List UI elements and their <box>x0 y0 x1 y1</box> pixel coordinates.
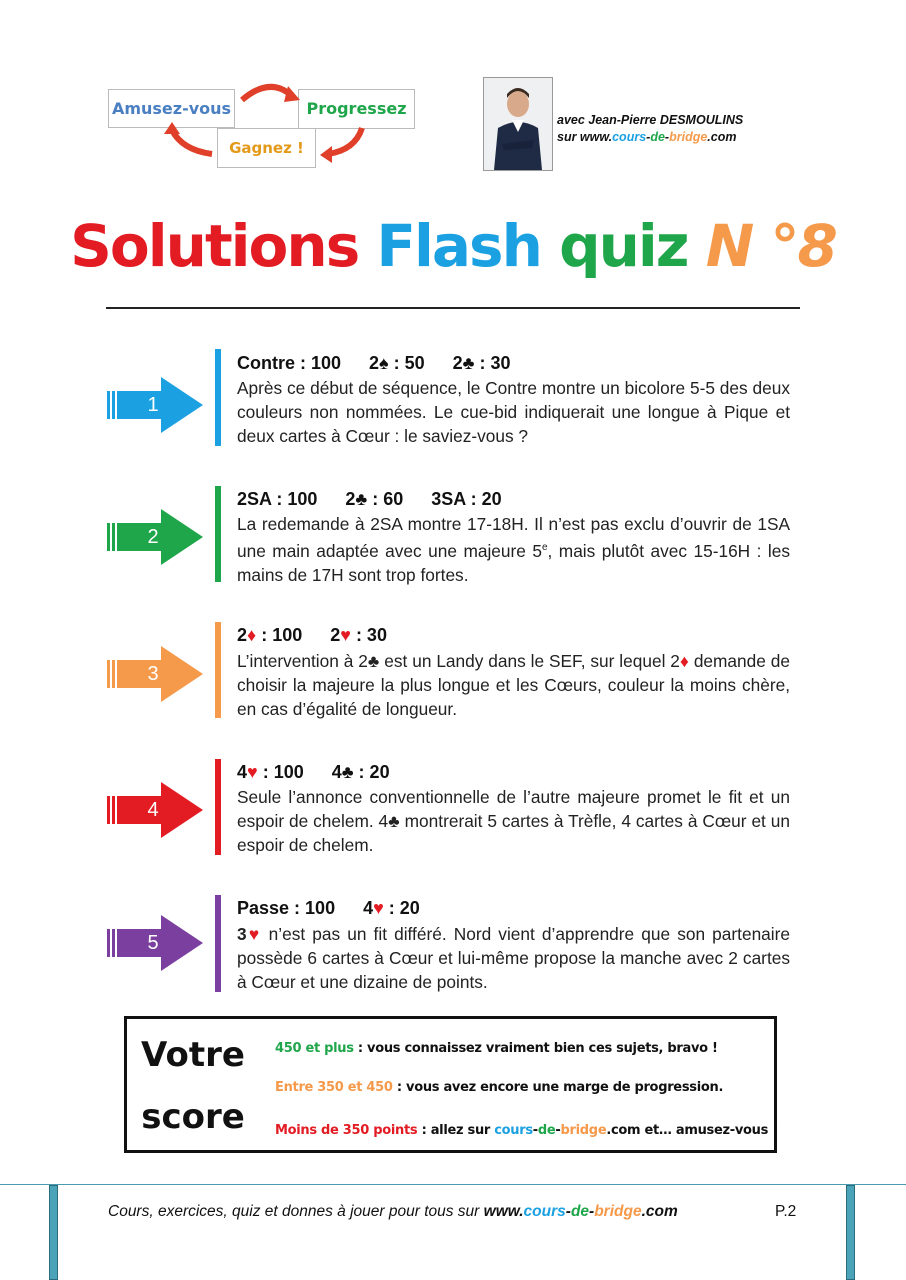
question-5-text-lead: 3 <box>237 924 247 944</box>
person-icon <box>484 78 552 170</box>
question-3-answer-1-score: : 100 <box>256 625 303 645</box>
question-5-bar <box>215 895 221 992</box>
footer-link-bridge: bridge <box>594 1203 642 1220</box>
footer-right-bar <box>846 1185 855 1280</box>
question-2-arrow <box>107 509 207 565</box>
score-tier-low-key: Moins de 350 points <box>275 1123 418 1138</box>
question-1-answer-1: Contre : 100 <box>237 353 342 373</box>
question-3-explanation <box>237 649 790 721</box>
page-number: P.2 <box>775 1203 797 1220</box>
question-5-answer-2-score: : 20 <box>383 898 420 918</box>
diamond-icon: ♦ <box>679 651 689 671</box>
question-2-answer-1: 2SA : 100 <box>237 489 318 509</box>
question-4-answer-2: 4♣ : 20 <box>331 762 390 782</box>
question-3-answer-2 <box>330 625 387 645</box>
question-3-answer-1 <box>237 625 302 645</box>
question-3-arrow <box>107 646 207 702</box>
title-quiz: quiz <box>559 212 688 280</box>
question-2-bar <box>215 486 221 582</box>
footer-link-dash1: - <box>565 1203 571 1220</box>
question-3-answer-2-level: 2 <box>330 625 341 645</box>
footer-link-cours: cours <box>523 1203 566 1220</box>
question-3-answer-1-level: 2 <box>237 625 248 645</box>
question-2-answer-2: 2♣ : 60 <box>345 489 404 509</box>
score-tier-high <box>275 1041 718 1056</box>
question-5-answer-2 <box>363 898 420 918</box>
question-4-answer-1-level: 4 <box>237 762 248 782</box>
score-label-score: score <box>141 1097 245 1137</box>
question-1-explanation: Après ce début de séquence, le Contre montre un bicolore 5-5 des deux couleurs non nommées. Le cue-bid indiquerait une longue à Pique et deux cartes à Cœur : le saviez-vous ? <box>237 378 790 446</box>
question-3-answer-2-score: : 30 <box>350 625 387 645</box>
score-link-de[interactable]: de <box>537 1123 556 1138</box>
score-link-dash2: - <box>555 1123 561 1138</box>
question-1-answer-2: 2♠ : 50 <box>369 353 425 373</box>
question-5-text-rest: n’est pas un fit différé. Nord vient d’apprendre que son partenaire possède 6 cartes à Cœur et lui-même propose la manche avec 2 cartes à Cœur et une dizaine de points. <box>237 924 790 992</box>
question-3-bar <box>215 622 221 718</box>
question-2-text-1: La redemande à 2SA montre 17-18H. Il n’est pas exclu d’ouvrir de 1SA une main adaptée avec une majeure 5 <box>237 514 790 561</box>
question-4-number: 4 <box>147 799 159 821</box>
byline-site-dash1: - <box>646 130 651 144</box>
footer-link-de: de <box>570 1203 590 1220</box>
title-solutions: Solutions <box>70 212 359 280</box>
score-tier-mid <box>275 1080 723 1095</box>
logo-amusez-text: Amusez-vous <box>111 99 232 118</box>
title-flash: Flash <box>376 212 541 280</box>
score-tier-high-text: : vous connaissez vraiment bien ces sujets, bravo ! <box>353 1041 718 1056</box>
question-5-number: 5 <box>147 932 159 954</box>
question-5-explanation <box>237 922 790 994</box>
footer-left-bar <box>49 1185 58 1280</box>
footer-link-www: www. <box>483 1203 524 1220</box>
question-4-answer-1 <box>237 762 304 782</box>
byline-site-suffix: .com <box>707 130 737 144</box>
footer-link[interactable] <box>484 1203 678 1220</box>
score-tier-low <box>275 1123 778 1138</box>
question-5-answers <box>237 898 448 919</box>
footer-text <box>108 1203 678 1221</box>
byline-site-dash2: - <box>664 130 670 144</box>
question-1-answers <box>237 353 538 374</box>
score-link-cours[interactable]: cours <box>494 1123 533 1138</box>
question-5-arrow <box>107 915 207 971</box>
score-link-bridge[interactable]: bridge <box>560 1123 607 1138</box>
title-divider <box>106 307 800 309</box>
question-2-answer-3: 3SA : 20 <box>431 489 502 509</box>
diamond-icon: ♦ <box>247 625 257 645</box>
question-3-answers <box>237 625 415 646</box>
question-4-bar <box>215 759 221 855</box>
byline-site-bridge: bridge <box>669 130 708 144</box>
score-tier-high-key: 450 et plus <box>275 1041 354 1056</box>
score-tier-low-end: .com et… amusez-vous ! <box>606 1123 778 1138</box>
question-1-arrow <box>107 377 207 433</box>
logo-gagnez-text: Gagnez ! <box>229 139 304 157</box>
byline-site-de: de <box>650 130 665 144</box>
footer-divider <box>0 1184 906 1185</box>
question-2-text-sup: e <box>541 542 548 553</box>
heart-icon: ♥ <box>373 898 384 918</box>
byline-site <box>557 129 743 146</box>
heart-icon: ♥ <box>246 924 262 944</box>
question-4-answer-1-score: : 100 <box>257 762 304 782</box>
title-number: N °8 <box>705 212 836 280</box>
question-5-answer-1: Passe : 100 <box>237 898 336 918</box>
question-3-text-2: demande de choisir la majeure la plus longue et les Cœurs, couleur la moins chère, en cas d’égalité de longueur. <box>237 651 790 719</box>
question-5-answer-2-level: 4 <box>363 898 374 918</box>
question-4-arrow <box>107 782 207 838</box>
byline-author: avec Jean-Pierre DESMOULINS <box>557 113 744 127</box>
author-byline <box>557 112 743 146</box>
question-4-explanation: Seule l’annonce conventionnelle de l’autre majeure promet le fit et un espoir de chelem. 4♣ montrerait 5 cartes à Trèfle, 4 cartes à Cœur et un espoir de chelem. <box>237 787 790 855</box>
question-2-answers <box>237 489 530 510</box>
heart-icon: ♥ <box>247 762 258 782</box>
footer-link-com: .com <box>641 1203 678 1220</box>
score-tier-low-text: : allez sur <box>417 1123 495 1138</box>
byline-site-cours: cours <box>612 130 647 144</box>
footer-text-lead: Cours, exercices, quiz et donnes à jouer pour tous sur <box>108 1203 484 1220</box>
footer-link-dash2: - <box>589 1203 595 1220</box>
question-1-answer-3: 2♣ : 30 <box>452 353 511 373</box>
logo-arrows-icon <box>160 78 380 168</box>
heart-icon: ♥ <box>340 625 351 645</box>
score-tier-mid-text: : vous avez encore une marge de progression. <box>392 1080 724 1095</box>
question-2-text-2: , mais plutôt avec 15-16H : les mains de 17H sont trop fortes. <box>237 540 790 585</box>
question-3-number: 3 <box>147 663 159 685</box>
author-photo <box>483 77 553 171</box>
question-4-answers <box>237 762 418 783</box>
score-box <box>124 1016 777 1153</box>
score-link-dash1: - <box>532 1123 538 1138</box>
question-2-explanation <box>237 512 790 587</box>
score-label-votre: Votre <box>141 1035 245 1075</box>
score-tier-mid-key: Entre 350 et 450 <box>275 1080 393 1095</box>
question-1-bar <box>215 349 221 446</box>
byline-site-prefix: sur www. <box>557 130 613 144</box>
question-1-number: 1 <box>147 394 159 416</box>
question-2-number: 2 <box>147 526 159 548</box>
page-title <box>0 212 906 280</box>
logo-progressez-text: Progressez <box>306 99 407 118</box>
question-3-text-1: L’intervention à 2♣ est un Landy dans le SEF, sur lequel 2 <box>237 651 680 671</box>
